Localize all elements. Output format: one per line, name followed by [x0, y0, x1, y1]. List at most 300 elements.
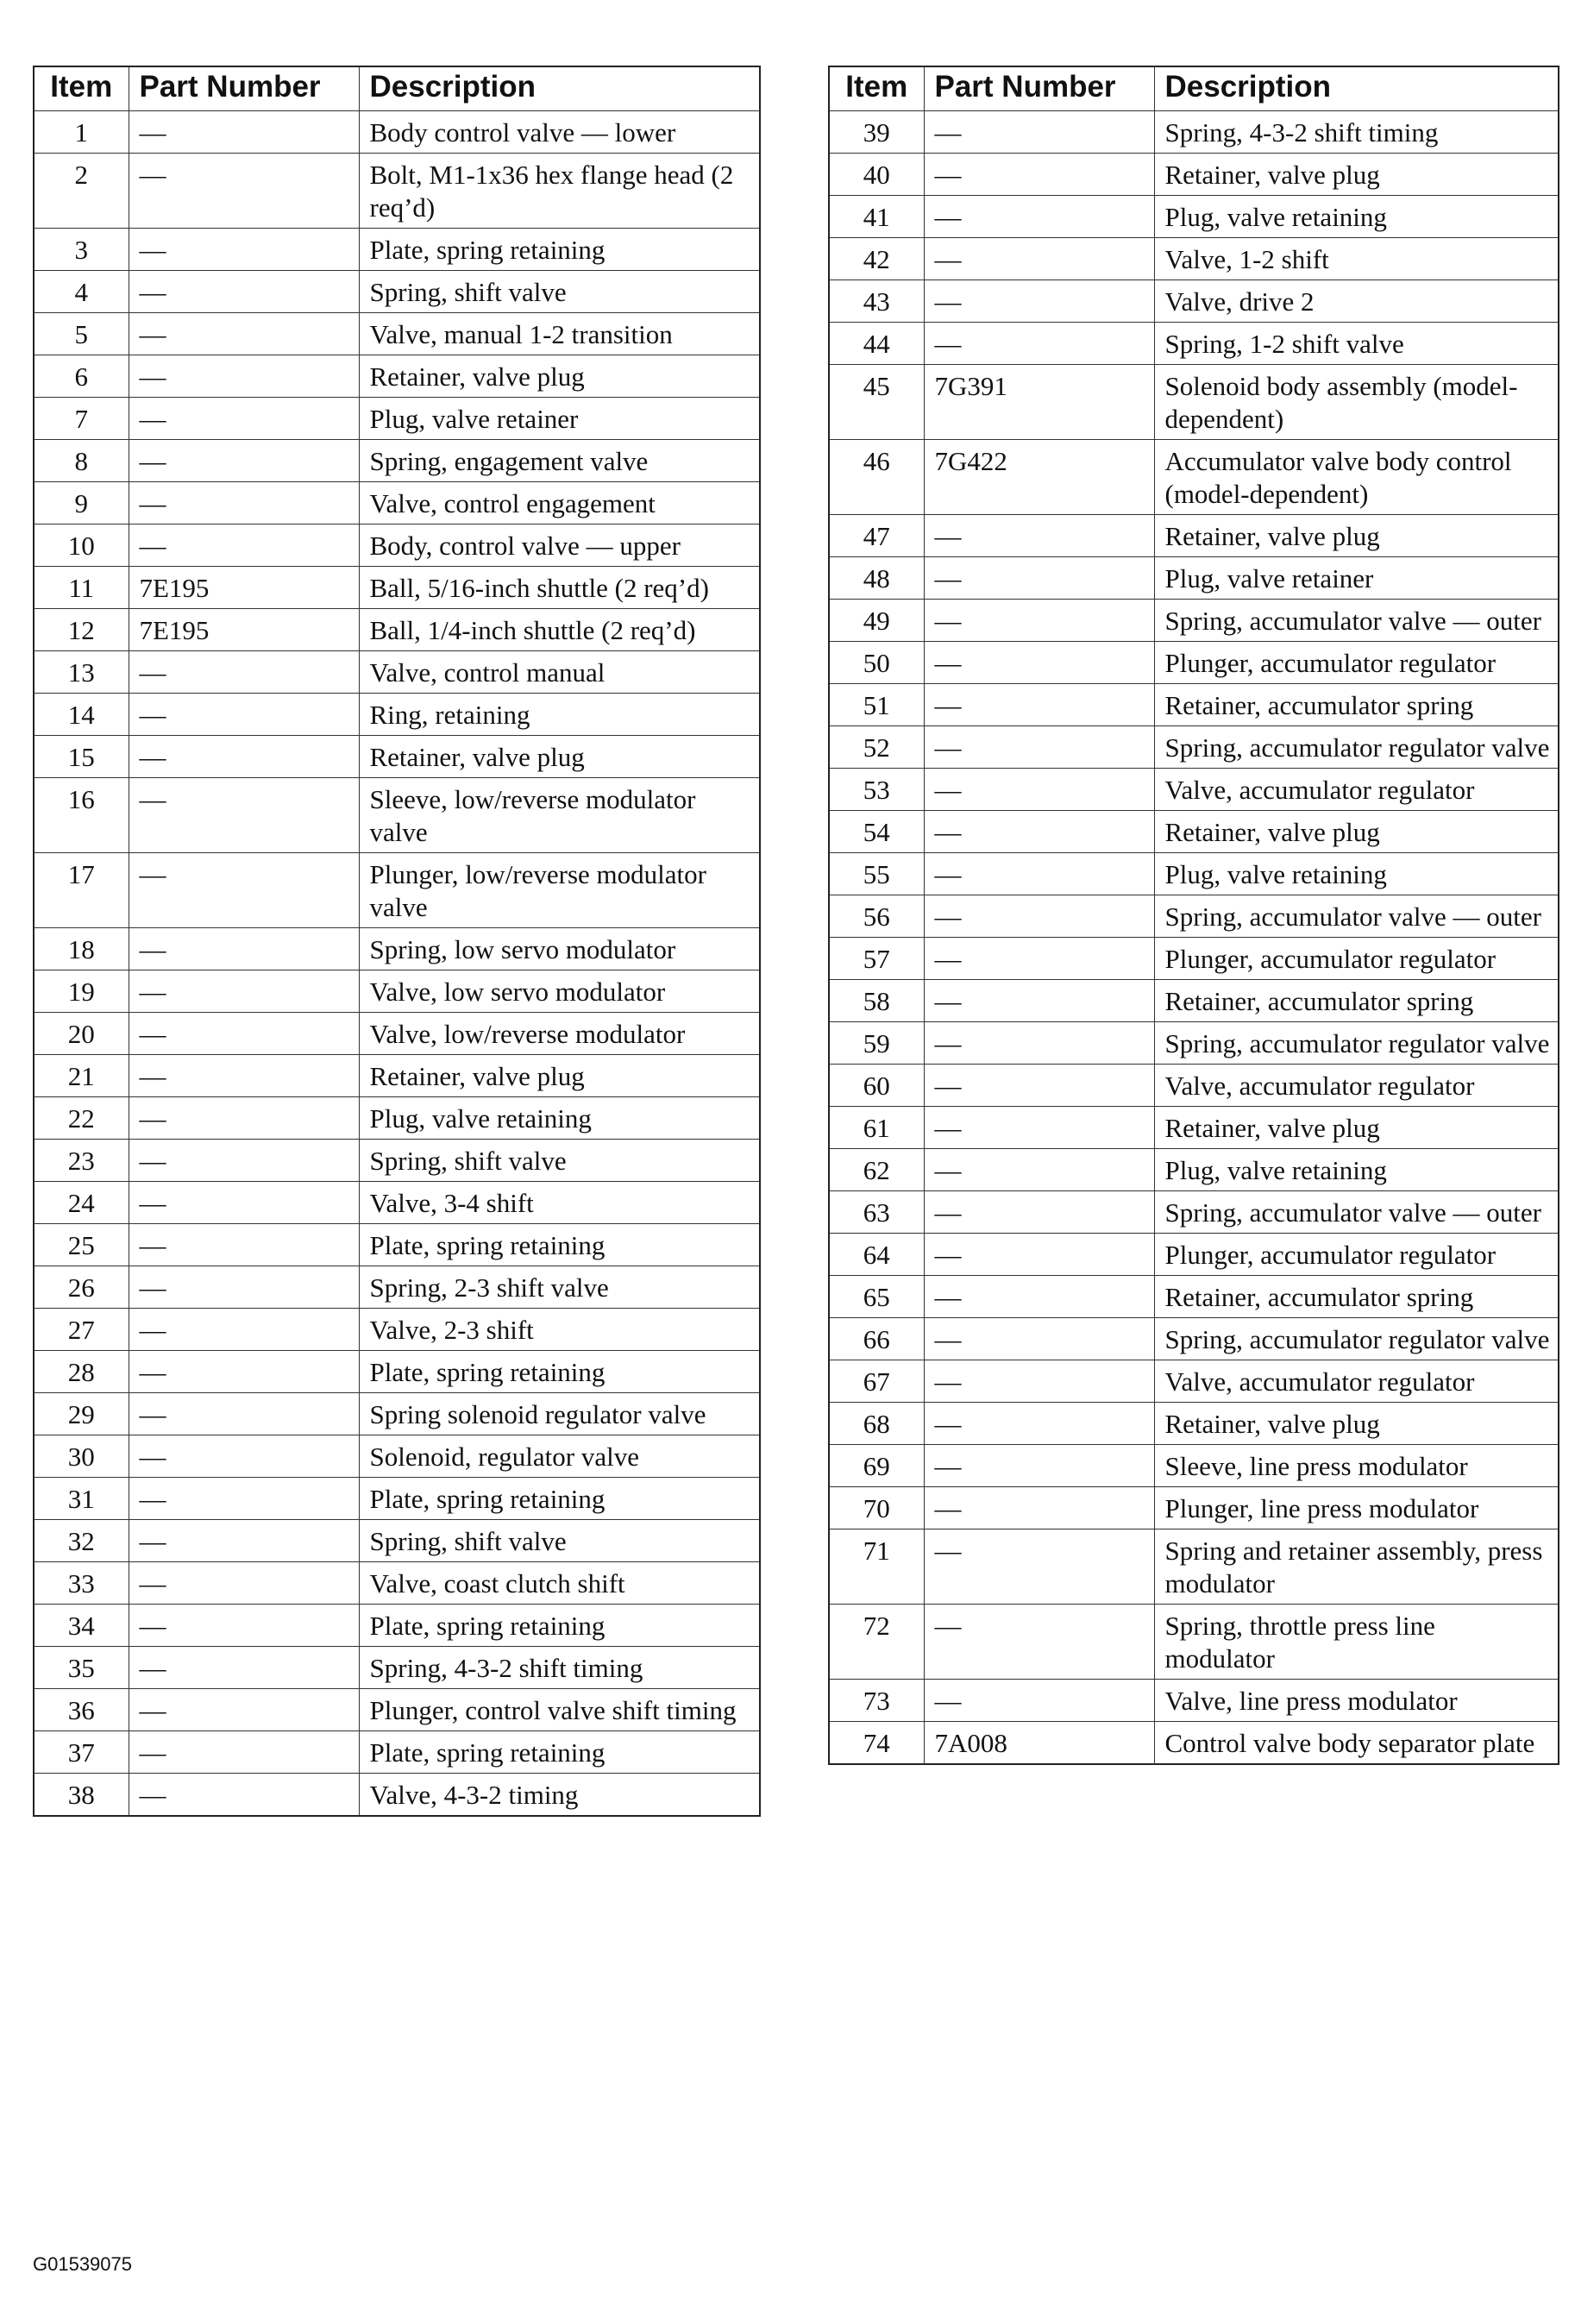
part-number: —	[129, 482, 359, 524]
item-number: 4	[34, 271, 129, 313]
part-number: —	[129, 1774, 359, 1817]
description: Solenoid body assembly (model-dependent)	[1154, 365, 1559, 440]
description: Spring, shift valve	[359, 1520, 760, 1562]
item-number: 65	[829, 1276, 924, 1318]
part-number: 7A008	[924, 1722, 1154, 1765]
table-row	[34, 567, 760, 609]
table-row	[829, 557, 1559, 600]
item-number: 32	[34, 1520, 129, 1562]
table-row	[829, 323, 1559, 365]
description: Spring, shift valve	[359, 1140, 760, 1182]
description: Retainer, accumulator spring	[1154, 980, 1559, 1022]
table-row	[829, 1360, 1559, 1403]
description: Retainer, valve plug	[359, 355, 760, 398]
description: Retainer, valve plug	[1154, 1403, 1559, 1445]
column-header-description: Description	[1154, 66, 1559, 111]
description: Body control valve — lower	[359, 111, 760, 154]
description: Spring, 4-3-2 shift timing	[359, 1647, 760, 1689]
table-row	[829, 1680, 1559, 1722]
table-row	[34, 1351, 760, 1393]
table-row	[829, 440, 1559, 515]
item-number: 56	[829, 895, 924, 938]
table-row	[34, 1309, 760, 1351]
description: Spring solenoid regulator valve	[359, 1393, 760, 1435]
part-number: —	[129, 355, 359, 398]
description: Plate, spring retaining	[359, 1351, 760, 1393]
table-row	[34, 229, 760, 271]
item-number: 51	[829, 684, 924, 726]
description: Plug, valve retaining	[1154, 1149, 1559, 1191]
item-number: 52	[829, 726, 924, 769]
item-number: 30	[34, 1435, 129, 1478]
part-number: —	[129, 1182, 359, 1224]
description: Spring, accumulator regulator valve	[1154, 726, 1559, 769]
description: Spring, shift valve	[359, 271, 760, 313]
description: Spring, throttle press line modulator	[1154, 1605, 1559, 1680]
item-number: 60	[829, 1065, 924, 1107]
part-number: —	[129, 1647, 359, 1689]
table-header-row	[34, 66, 760, 111]
table-row	[34, 736, 760, 778]
parts-table-right-body	[829, 111, 1559, 1765]
table-row	[829, 1107, 1559, 1149]
description: Sleeve, line press modulator	[1154, 1445, 1559, 1487]
part-number: —	[924, 280, 1154, 323]
part-number: 7E195	[129, 567, 359, 609]
table-row	[829, 1191, 1559, 1234]
part-number: —	[924, 515, 1154, 557]
description: Retainer, accumulator spring	[1154, 1276, 1559, 1318]
description: Spring, 4-3-2 shift timing	[1154, 111, 1559, 154]
part-number: —	[924, 238, 1154, 280]
description: Valve, low servo modulator	[359, 970, 760, 1013]
part-number: —	[129, 1097, 359, 1140]
item-number: 34	[34, 1605, 129, 1647]
item-number: 19	[34, 970, 129, 1013]
item-number: 16	[34, 778, 129, 853]
description: Valve, accumulator regulator	[1154, 1065, 1559, 1107]
item-number: 10	[34, 524, 129, 567]
description: Plug, valve retaining	[1154, 196, 1559, 238]
description: Plunger, accumulator regulator	[1154, 1234, 1559, 1276]
table-row	[34, 1055, 760, 1097]
item-number: 1	[34, 111, 129, 154]
description: Plunger, low/reverse modulator valve	[359, 853, 760, 928]
table-row	[34, 524, 760, 567]
part-number: —	[129, 154, 359, 229]
part-number: —	[924, 853, 1154, 895]
description: Valve, drive 2	[1154, 280, 1559, 323]
description: Accumulator valve body control (model-dependent)	[1154, 440, 1559, 515]
item-number: 45	[829, 365, 924, 440]
part-number: —	[924, 684, 1154, 726]
part-number: —	[924, 811, 1154, 853]
description: Spring, accumulator valve — outer	[1154, 895, 1559, 938]
part-number: —	[924, 1403, 1154, 1445]
table-row	[34, 1774, 760, 1817]
table-row	[34, 398, 760, 440]
part-number: —	[129, 694, 359, 736]
description: Plug, valve retaining	[1154, 853, 1559, 895]
item-number: 23	[34, 1140, 129, 1182]
description: Spring, accumulator valve — outer	[1154, 600, 1559, 642]
part-number: —	[924, 1445, 1154, 1487]
item-number: 72	[829, 1605, 924, 1680]
table-row	[829, 1403, 1559, 1445]
description: Spring, accumulator regulator valve	[1154, 1022, 1559, 1065]
description: Spring, low servo modulator	[359, 928, 760, 970]
description: Valve, line press modulator	[1154, 1680, 1559, 1722]
item-number: 44	[829, 323, 924, 365]
item-number: 74	[829, 1722, 924, 1765]
item-number: 3	[34, 229, 129, 271]
item-number: 35	[34, 1647, 129, 1689]
part-number: —	[129, 398, 359, 440]
column-header-item: Item	[34, 66, 129, 111]
table-row	[829, 980, 1559, 1022]
parts-table-right	[828, 66, 1559, 1765]
item-number: 54	[829, 811, 924, 853]
part-number: —	[924, 1529, 1154, 1605]
parts-table-left	[33, 66, 761, 1817]
part-number: —	[924, 323, 1154, 365]
part-number: —	[129, 778, 359, 853]
description: Valve, 2-3 shift	[359, 1309, 760, 1351]
part-number: —	[924, 1234, 1154, 1276]
description: Valve, control engagement	[359, 482, 760, 524]
description: Plunger, accumulator regulator	[1154, 642, 1559, 684]
table-row	[34, 482, 760, 524]
table-row	[34, 271, 760, 313]
table-row	[34, 1140, 760, 1182]
table-row	[34, 694, 760, 736]
item-number: 11	[34, 567, 129, 609]
part-number: —	[924, 895, 1154, 938]
part-number: 7G422	[924, 440, 1154, 515]
table-row	[34, 928, 760, 970]
description: Plate, spring retaining	[359, 1478, 760, 1520]
item-number: 47	[829, 515, 924, 557]
item-number: 62	[829, 1149, 924, 1191]
part-number: —	[924, 1318, 1154, 1360]
description: Body, control valve — upper	[359, 524, 760, 567]
part-number: —	[129, 313, 359, 355]
part-number: —	[129, 736, 359, 778]
table-row	[829, 769, 1559, 811]
table-row	[829, 280, 1559, 323]
description: Plug, valve retainer	[359, 398, 760, 440]
table-row	[34, 970, 760, 1013]
part-number: —	[129, 1478, 359, 1520]
parts-table-left-body	[34, 111, 760, 1817]
part-number: —	[129, 970, 359, 1013]
table-row	[34, 1731, 760, 1774]
description: Control valve body separator plate	[1154, 1722, 1559, 1765]
table-row	[34, 1435, 760, 1478]
description: Retainer, valve plug	[1154, 154, 1559, 196]
part-number: —	[924, 726, 1154, 769]
item-number: 58	[829, 980, 924, 1022]
part-number: —	[924, 1107, 1154, 1149]
item-number: 13	[34, 651, 129, 694]
table-row	[34, 651, 760, 694]
part-number: —	[924, 938, 1154, 980]
part-number: —	[924, 1360, 1154, 1403]
item-number: 42	[829, 238, 924, 280]
item-number: 27	[34, 1309, 129, 1351]
item-number: 40	[829, 154, 924, 196]
item-number: 17	[34, 853, 129, 928]
table-row	[34, 1266, 760, 1309]
part-number: —	[924, 557, 1154, 600]
part-number: —	[924, 1276, 1154, 1318]
item-number: 53	[829, 769, 924, 811]
table-row	[829, 1022, 1559, 1065]
table-row	[829, 1487, 1559, 1529]
column-header-description: Description	[359, 66, 760, 111]
table-row	[34, 853, 760, 928]
item-number: 37	[34, 1731, 129, 1774]
part-number: —	[129, 1013, 359, 1055]
table-row	[829, 1318, 1559, 1360]
table-row	[829, 1529, 1559, 1605]
table-row	[34, 1393, 760, 1435]
item-number: 64	[829, 1234, 924, 1276]
item-number: 20	[34, 1013, 129, 1055]
table-row	[829, 1065, 1559, 1107]
table-row	[829, 938, 1559, 980]
table-row	[34, 313, 760, 355]
description: Valve, coast clutch shift	[359, 1562, 760, 1605]
item-number: 46	[829, 440, 924, 515]
column-header-part-number: Part Number	[924, 66, 1154, 111]
description: Sleeve, low/reverse modulator valve	[359, 778, 760, 853]
part-number: —	[129, 1731, 359, 1774]
part-number: —	[924, 1149, 1154, 1191]
item-number: 59	[829, 1022, 924, 1065]
table-row	[34, 1647, 760, 1689]
item-number: 28	[34, 1351, 129, 1393]
description: Plate, spring retaining	[359, 1605, 760, 1647]
description: Retainer, accumulator spring	[1154, 684, 1559, 726]
part-number: —	[129, 1605, 359, 1647]
part-number: —	[129, 1309, 359, 1351]
item-number: 68	[829, 1403, 924, 1445]
part-number: —	[924, 1191, 1154, 1234]
table-row	[34, 1478, 760, 1520]
table-row	[34, 440, 760, 482]
item-number: 21	[34, 1055, 129, 1097]
description: Spring, engagement valve	[359, 440, 760, 482]
item-number: 18	[34, 928, 129, 970]
table-row	[829, 1445, 1559, 1487]
table-row	[34, 154, 760, 229]
part-number: —	[129, 111, 359, 154]
table-row	[34, 778, 760, 853]
part-number: —	[129, 1351, 359, 1393]
item-number: 36	[34, 1689, 129, 1731]
part-number: —	[129, 853, 359, 928]
item-number: 41	[829, 196, 924, 238]
description: Plunger, line press modulator	[1154, 1487, 1559, 1529]
description: Valve, 4-3-2 timing	[359, 1774, 760, 1817]
table-row	[829, 238, 1559, 280]
item-number: 26	[34, 1266, 129, 1309]
description: Plunger, control valve shift timing	[359, 1689, 760, 1731]
item-number: 73	[829, 1680, 924, 1722]
table-row	[829, 726, 1559, 769]
table-row	[829, 1276, 1559, 1318]
description: Plug, valve retaining	[359, 1097, 760, 1140]
item-number: 39	[829, 111, 924, 154]
item-number: 15	[34, 736, 129, 778]
description: Plate, spring retaining	[359, 229, 760, 271]
description: Plunger, accumulator regulator	[1154, 938, 1559, 980]
description: Retainer, valve plug	[359, 1055, 760, 1097]
column-header-item: Item	[829, 66, 924, 111]
part-number: —	[129, 229, 359, 271]
part-number: —	[924, 1022, 1154, 1065]
item-number: 31	[34, 1478, 129, 1520]
table-row	[34, 1182, 760, 1224]
description: Ball, 1/4-inch shuttle (2 req’d)	[359, 609, 760, 651]
description: Valve, accumulator regulator	[1154, 1360, 1559, 1403]
part-number: —	[129, 1140, 359, 1182]
table-row	[829, 642, 1559, 684]
part-number: —	[129, 524, 359, 567]
item-number: 24	[34, 1182, 129, 1224]
item-number: 43	[829, 280, 924, 323]
description: Valve, low/reverse modulator	[359, 1013, 760, 1055]
item-number: 9	[34, 482, 129, 524]
part-number: —	[129, 1224, 359, 1266]
part-number: —	[129, 1055, 359, 1097]
part-number: —	[129, 271, 359, 313]
item-number: 70	[829, 1487, 924, 1529]
item-number: 66	[829, 1318, 924, 1360]
item-number: 61	[829, 1107, 924, 1149]
item-number: 55	[829, 853, 924, 895]
description: Valve, 3-4 shift	[359, 1182, 760, 1224]
description: Spring, 1-2 shift valve	[1154, 323, 1559, 365]
part-number: —	[924, 980, 1154, 1022]
part-number: 7G391	[924, 365, 1154, 440]
description: Spring, 2-3 shift valve	[359, 1266, 760, 1309]
table-row	[829, 1605, 1559, 1680]
table-row	[829, 853, 1559, 895]
description: Spring and retainer assembly, press modulator	[1154, 1529, 1559, 1605]
item-number: 6	[34, 355, 129, 398]
part-number: —	[924, 600, 1154, 642]
item-number: 67	[829, 1360, 924, 1403]
table-row	[34, 1605, 760, 1647]
item-number: 48	[829, 557, 924, 600]
table-row	[34, 609, 760, 651]
item-number: 29	[34, 1393, 129, 1435]
description: Bolt, M1-1x36 hex flange head (2 req’d)	[359, 154, 760, 229]
figure-id: G01539075	[33, 2253, 132, 2275]
table-row	[829, 895, 1559, 938]
item-number: 5	[34, 313, 129, 355]
part-number: —	[129, 440, 359, 482]
part-number: —	[924, 1680, 1154, 1722]
part-number: —	[129, 1689, 359, 1731]
table-row	[34, 1013, 760, 1055]
item-number: 14	[34, 694, 129, 736]
table-row	[829, 1149, 1559, 1191]
table-row	[34, 111, 760, 154]
part-number: —	[129, 651, 359, 694]
part-number: —	[924, 1487, 1154, 1529]
item-number: 50	[829, 642, 924, 684]
table-row	[34, 1520, 760, 1562]
item-number: 25	[34, 1224, 129, 1266]
item-number: 33	[34, 1562, 129, 1605]
item-number: 22	[34, 1097, 129, 1140]
description: Valve, 1-2 shift	[1154, 238, 1559, 280]
table-row	[829, 154, 1559, 196]
description: Ring, retaining	[359, 694, 760, 736]
part-number: —	[924, 111, 1154, 154]
part-number: —	[129, 1266, 359, 1309]
description: Spring, accumulator regulator valve	[1154, 1318, 1559, 1360]
item-number: 7	[34, 398, 129, 440]
item-number: 2	[34, 154, 129, 229]
part-number: —	[129, 1562, 359, 1605]
part-number: —	[129, 928, 359, 970]
table-row	[34, 355, 760, 398]
item-number: 38	[34, 1774, 129, 1817]
description: Valve, manual 1-2 transition	[359, 313, 760, 355]
table-row	[829, 515, 1559, 557]
part-number: 7E195	[129, 609, 359, 651]
item-number: 57	[829, 938, 924, 980]
part-number: —	[129, 1435, 359, 1478]
description: Retainer, valve plug	[359, 736, 760, 778]
description: Spring, accumulator valve — outer	[1154, 1191, 1559, 1234]
table-row	[829, 811, 1559, 853]
description: Valve, accumulator regulator	[1154, 769, 1559, 811]
part-number: —	[129, 1393, 359, 1435]
item-number: 8	[34, 440, 129, 482]
description: Plate, spring retaining	[359, 1224, 760, 1266]
item-number: 69	[829, 1445, 924, 1487]
description: Solenoid, regulator valve	[359, 1435, 760, 1478]
item-number: 71	[829, 1529, 924, 1605]
part-number: —	[924, 642, 1154, 684]
table-row	[34, 1562, 760, 1605]
table-row	[829, 600, 1559, 642]
description: Retainer, valve plug	[1154, 515, 1559, 557]
table-row	[829, 684, 1559, 726]
column-header-part-number: Part Number	[129, 66, 359, 111]
item-number: 12	[34, 609, 129, 651]
table-row	[34, 1689, 760, 1731]
description: Retainer, valve plug	[1154, 811, 1559, 853]
description: Valve, control manual	[359, 651, 760, 694]
part-number: —	[924, 1605, 1154, 1680]
table-header-row	[829, 66, 1559, 111]
part-number: —	[129, 1520, 359, 1562]
part-number: —	[924, 769, 1154, 811]
description: Retainer, valve plug	[1154, 1107, 1559, 1149]
table-row	[829, 196, 1559, 238]
description: Ball, 5/16-inch shuttle (2 req’d)	[359, 567, 760, 609]
item-number: 49	[829, 600, 924, 642]
description: Plate, spring retaining	[359, 1731, 760, 1774]
table-row	[829, 1234, 1559, 1276]
part-number: —	[924, 196, 1154, 238]
